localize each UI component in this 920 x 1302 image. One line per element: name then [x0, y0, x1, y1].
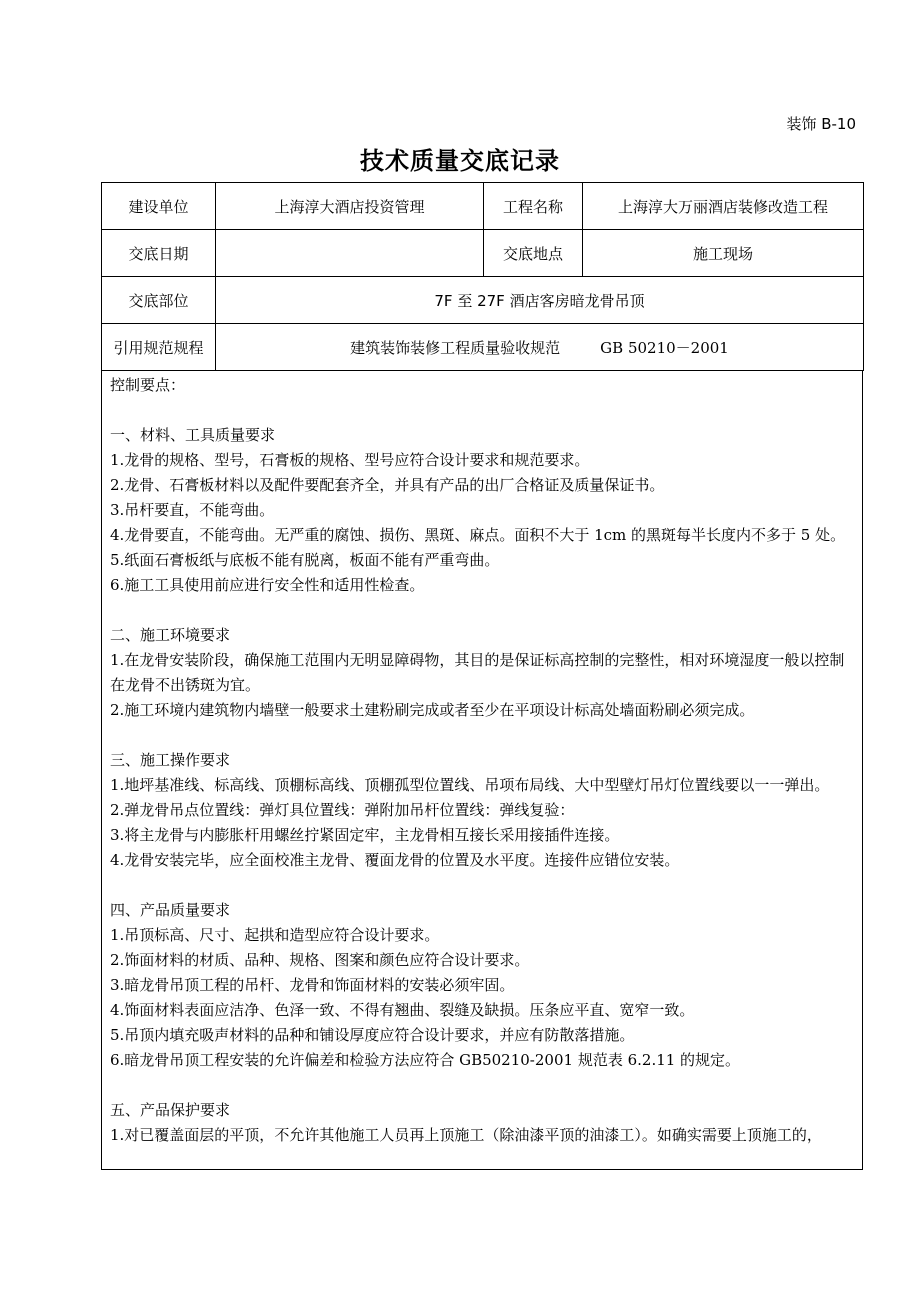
list-item: 3.暗龙骨吊顶工程的吊杆、龙骨和饰面材料的安装必须牢固。	[110, 976, 515, 994]
date-label: 交底日期	[102, 230, 216, 277]
list-item: 4.龙骨安装完毕，应全面校准主龙骨、覆面龙骨的位置及水平度。连接件应错位安装。	[110, 851, 680, 869]
list-item: 5.纸面石膏板纸与底板不能有脱离，板面不能有严重弯曲。	[110, 551, 500, 569]
list-item: 2.施工环境内建筑物内墙壁一般要求土建粉刷完成或者至少在平项设计标高处墙面粉刷必须完成。	[110, 701, 755, 719]
list-item: 1.在龙骨安装阶段，确保施工范围内无明显障碍物，其目的是保证标高控制的完整性，相对环境湿度一般以控制在龙骨不出锈斑为宜。	[110, 651, 845, 694]
table-row	[102, 183, 864, 230]
table-row	[102, 277, 864, 324]
list-item: 6.暗龙骨吊顶工程安装的允许偏差和检验方法应符合 GB50210-2001 规范表 6.2.11 的规定。	[110, 1051, 741, 1069]
table-row	[102, 324, 864, 371]
list-item: 3.吊杆要直，不能弯曲。	[110, 501, 275, 519]
page-title: 技术质量交底记录	[360, 147, 560, 175]
place-label: 交底地点	[484, 230, 583, 277]
control-heading: 控制要点：	[110, 376, 186, 394]
part-value: 7F 至 27F 酒店客房暗龙骨吊顶	[216, 277, 864, 324]
date-value	[216, 230, 484, 277]
list-item: 1.对已覆盖面层的平顶，不允许其他施工人员再上顶施工（除油漆平顶的油漆工）。如确实需要上顶施工的，	[110, 1126, 822, 1144]
document-code: 装饰 B-10	[786, 115, 856, 133]
section-title: 三、施工操作要求	[110, 751, 231, 769]
control-points-box	[101, 370, 863, 1170]
project-label: 工程名称	[484, 183, 583, 230]
ref-cell	[216, 324, 864, 371]
list-item: 2.饰面材料的材质、品种、规格、图案和颜色应符合设计要求。	[110, 951, 530, 969]
project-value: 上海淳大万丽酒店装修改造工程	[583, 183, 864, 230]
info-table	[101, 182, 864, 371]
section-title: 一、材料、工具质量要求	[110, 426, 276, 444]
table-row	[102, 230, 864, 277]
section-title: 四、产品质量要求	[110, 901, 231, 919]
list-item: 1.龙骨的规格、型号，石膏板的规格、型号应符合设计要求和规范要求。	[110, 451, 590, 469]
unit-value: 上海淳大酒店投资管理	[216, 183, 484, 230]
list-item: 1.吊顶标高、尺寸、起拱和造型应符合设计要求。	[110, 926, 440, 944]
section-title: 二、施工环境要求	[110, 626, 231, 644]
place-value: 施工现场	[583, 230, 864, 277]
list-item: 2.弹龙骨吊点位置线：弹灯具位置线：弹附加吊杆位置线：弹线复验：	[110, 801, 575, 819]
ref-standard: GB 50210－2001	[600, 338, 729, 357]
list-item: 6.施工工具使用前应进行安全性和适用性检查。	[110, 576, 425, 594]
list-item: 5.吊顶内填充吸声材料的品种和铺设厚度应符合设计要求，并应有防散落措施。	[110, 1026, 635, 1044]
list-item: 4.饰面材料表面应洁净、色泽一致、不得有翘曲、裂缝及缺损。压条应平直、宽窄一致。	[110, 1001, 695, 1019]
ref-value: 建筑装饰装修工程质量验收规范	[350, 338, 561, 357]
section-title: 五、产品保护要求	[110, 1101, 231, 1119]
part-label: 交底部位	[102, 277, 216, 324]
unit-label: 建设单位	[102, 183, 216, 230]
list-item: 3.将主龙骨与内膨胀杆用螺丝拧紧固定牢，主龙骨相互接长采用接插件连接。	[110, 826, 620, 844]
list-item: 4.龙骨要直，不能弯曲。无严重的腐蚀、损伤、黑斑、麻点。面积不大于 1cm 的黑斑每半长度内不多于 5 处。	[110, 526, 846, 544]
list-item: 1.地坪基准线、标高线、顶棚标高线、顶棚孤型位置线、吊项布局线、大中型壁灯吊灯位置线要以一一弹出。	[110, 776, 830, 794]
ref-label: 引用规范规程	[102, 324, 216, 371]
list-item: 2.龙骨、石膏板材料以及配件要配套齐全，并具有产品的出厂合格证及质量保证书。	[110, 476, 665, 494]
